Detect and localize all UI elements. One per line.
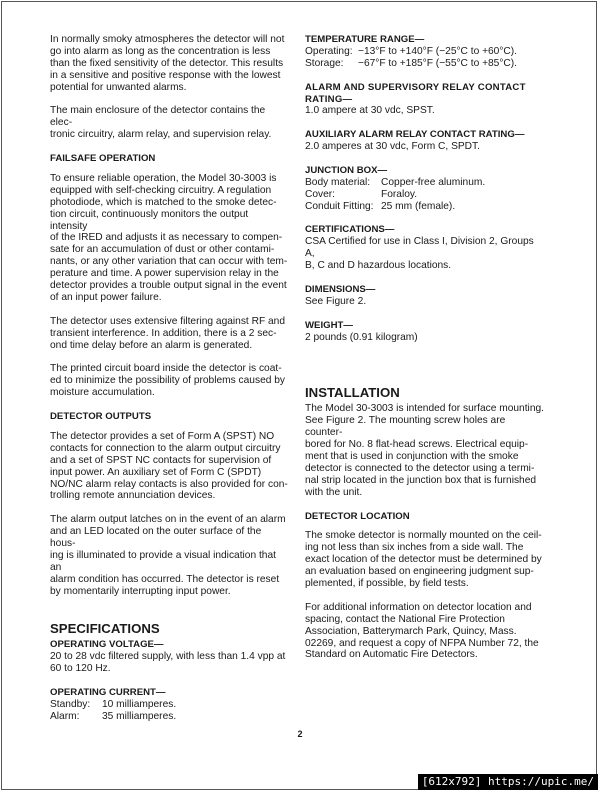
label-operating: Operating:	[305, 45, 353, 57]
paragraph-smoky-atmospheres: In normally smoky atmospheres the detector will not go into alarm as long as the concentration is less than the fixed sensitivity of the detector. This results in a sensitive and positive response with the lowest potential for unwanted alarms.	[50, 34, 285, 93]
paragraph-alarm-output: The alarm output latches on in the event of an alarm and an LED located on the outer surface of the hous- ing is illuminated to provide a visual indication that an alarm condition has occurred. The detector is reset by momentarily interrupting input power.	[50, 514, 286, 597]
row-operating-temp	[305, 46, 545, 58]
heading-operating-current: OPERATING CURRENT—	[50, 687, 166, 699]
heading-detector-location: DETECTOR LOCATION	[305, 510, 410, 522]
paragraph-main-enclosure: The main enclosure of the detector contains the elec- tronic circuitry, alarm relay, and supervision relay.	[50, 105, 272, 141]
text-weight: 2 pounds (0.91 kilogram)	[305, 331, 418, 343]
row-conduit-fitting	[305, 201, 545, 213]
paragraph-filtering: The detector uses extensive filtering against RF and transient interference. In addition, there is a 2 sec- ond time delay before an alarm is generated.	[50, 315, 286, 351]
paragraph-location-ceiling: The smoke detector is normally mounted on the ceil- ing not less than six inches from a side wall. The exact location of the detector must be determined by an evaluation based on engineering judgment sup- plemented, if possible, by field tests.	[305, 530, 542, 590]
heading-failsafe-operation: FAILSAFE OPERATION	[50, 153, 156, 165]
heading-junction-box: JUNCTION BOX—	[305, 164, 388, 176]
heading-aux-contact-rating: AUXILIARY ALARM RELAY CONTACT RATING—	[305, 129, 525, 141]
watermark-label: [612x792] https://upic.me/	[418, 774, 598, 790]
paragraph-circuit-board: The printed circuit board inside the detector is coat- ed to minimize the possibility of problems caused by moisture accumulation.	[50, 363, 285, 399]
spacer	[305, 355, 545, 385]
text-aux-contact-rating: 2.0 amperes at 30 vdc, Form C, SPDT.	[305, 141, 480, 153]
heading-alarm-contact-rating: ALARM AND SUPERVISORY RELAY CONTACT RATING—	[305, 81, 526, 105]
row-standby	[50, 699, 288, 711]
value-storage: −67°F to +185°F (−55°C to +85°C).	[358, 57, 518, 69]
value-standby: 10 milliamperes.	[102, 699, 177, 710]
value-cover: Foraloy.	[381, 188, 418, 200]
heading-dimensions: DIMENSIONS—	[305, 283, 376, 295]
spacer	[305, 522, 545, 530]
heading-temperature-range: TEMPERATURE RANGE—	[305, 34, 425, 45]
spacer	[50, 609, 288, 621]
value-conduit-fitting: 25 mm (female).	[381, 200, 456, 212]
heading-specifications: SPECIFICATIONS	[50, 621, 160, 637]
heading-weight: WEIGHT—	[305, 319, 353, 331]
heading-certifications: CERTIFICATIONS—	[305, 224, 395, 236]
spacer	[50, 423, 288, 431]
value-operating: −13°F to +140°F (−25°C to +60°C).	[358, 45, 518, 57]
text-operating-voltage: 20 to 28 vdc filtered supply, with less than 1.4 vpp at 60 to 120 Hz.	[50, 651, 286, 675]
paragraph-location-nfpa: For additional information on detector location and spacing, contact the National Fire Protection Association, Batterymarch Park, Quincy, Mass. 02269, and request a copy of NFPA Number 72, the Standard on Automatic Fire Detectors.	[305, 601, 539, 661]
text-installation: The Model 30-3003 is intended for surface mounting. See Figure 2. The mounting screw holes are counter- bored for No. 8 flat-head screws. Electrical equip- ment that is used in conjunction with the smoke detector is connected to the detector using a termi- nal strip located in the junction box that is furnished with the unit.	[305, 403, 544, 498]
paragraph-reliable-operation: To ensure reliable operation, the Model 30-3003 is equipped with self-checking circuitry. A regulation photodiode, which is matched to the smoke detec- tion circuit, continuously monitors the output intensity of the IRED and adjusts it as necessary to compen- sate for an accumulation of dust or other contami- nants, or any other variation that can occur with tem- perature and time. A power supervision relay in the detector provides a trouble output signal in the event of an input power failure.	[50, 172, 288, 303]
label-body-material: Body material:	[305, 176, 371, 188]
label-conduit-fitting: Conduit Fitting:	[305, 200, 374, 212]
spacer	[50, 165, 288, 173]
label-standby: Standby:	[50, 699, 91, 710]
value-alarm: 35 milliamperes.	[102, 710, 177, 722]
heading-installation: INSTALLATION	[305, 385, 400, 401]
row-alarm	[50, 711, 288, 723]
text-dimensions: See Figure 2.	[305, 295, 367, 307]
label-storage: Storage:	[305, 57, 344, 69]
row-storage-temp	[305, 58, 545, 70]
page-number: 2	[297, 729, 303, 739]
value-body-material: Copper-free aluminum.	[381, 176, 486, 188]
row-cover	[305, 189, 545, 201]
heading-operating-voltage: OPERATING VOLTAGE—	[50, 639, 164, 651]
label-alarm: Alarm:	[50, 710, 80, 722]
left-column	[50, 34, 288, 723]
heading-detector-outputs: DETECTOR OUTPUTS	[50, 411, 152, 423]
label-cover: Cover:	[305, 188, 336, 200]
text-alarm-contact-rating: 1.0 ampere at 30 vdc, SPST.	[305, 105, 435, 117]
paragraph-form-a-contacts: The detector provides a set of Form A (SPST) NO contacts for connection to the alarm output circuitry and a set of SPST NC contacts for supervision of input power. An auxiliary set of Form C (SPDT) NO/NC alarm relay contacts is also provided for con- trolling remote annunciation devices.	[50, 430, 288, 502]
row-body-material	[305, 177, 545, 189]
right-column	[305, 34, 545, 673]
text-certifications: CSA Certified for use in Class I, Division 2, Groups A, B, C and D hazardous locations.	[305, 236, 534, 272]
